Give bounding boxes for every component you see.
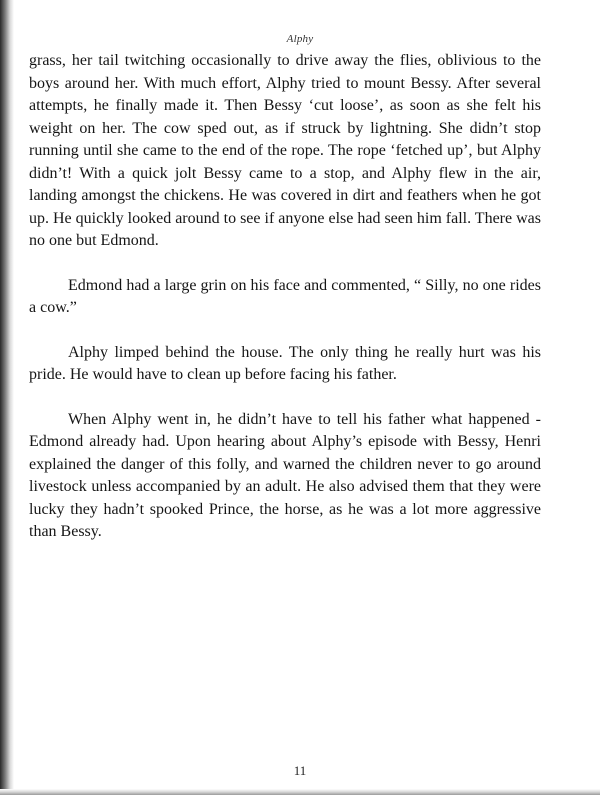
paragraph-1: grass, her tail twitching occasionally to drive away the flies, oblivious to the boys around her. With much effort, Alphy tried to mount Bessy. After several attempts, he finally made it. Then Bessy ‘cut loose’, as soon as she felt his weight on her. The cow sped out, as if struck by lightning. She didn’t stop running until she came to the end of the rope. The rope ‘fetched up’, but Alphy didn’t! With a quick jolt Bessy came to a stop, and Alphy flew in the air, landing amongst the chickens. He was covered in dirt and feathers when he got up. He quickly looked around to see if anyone else had seen him fall. There was no one but Edmond.: [29, 52, 541, 249]
page-number: 11: [293, 763, 307, 778]
running-head: Alphy: [286, 33, 314, 45]
scan-bottom-shadow: [0, 789, 600, 795]
scan-binding-shadow: [0, 0, 14, 795]
paragraph-4: When Alphy went in, he didn’t have to tell his father what happened - Edmond already had. Upon hearing about Alphy’s episode with Bessy, Henri explained the danger of this folly, and warned the children never to go around livestock unless accompanied by an adult. He also advised them that they were lucky they hadn’t spooked Prince, the horse, as he was a lot more aggressive than Bessy.: [29, 410, 541, 540]
paragraph-2: Edmond had a large grin on his face and commented, “ Silly, no one rides a cow.”: [29, 276, 541, 316]
paragraph-3: Alphy limped behind the house. The only thing he really hurt was his pride. He would have to clean up before facing his father.: [29, 343, 541, 383]
page-body: [29, 50, 541, 566]
